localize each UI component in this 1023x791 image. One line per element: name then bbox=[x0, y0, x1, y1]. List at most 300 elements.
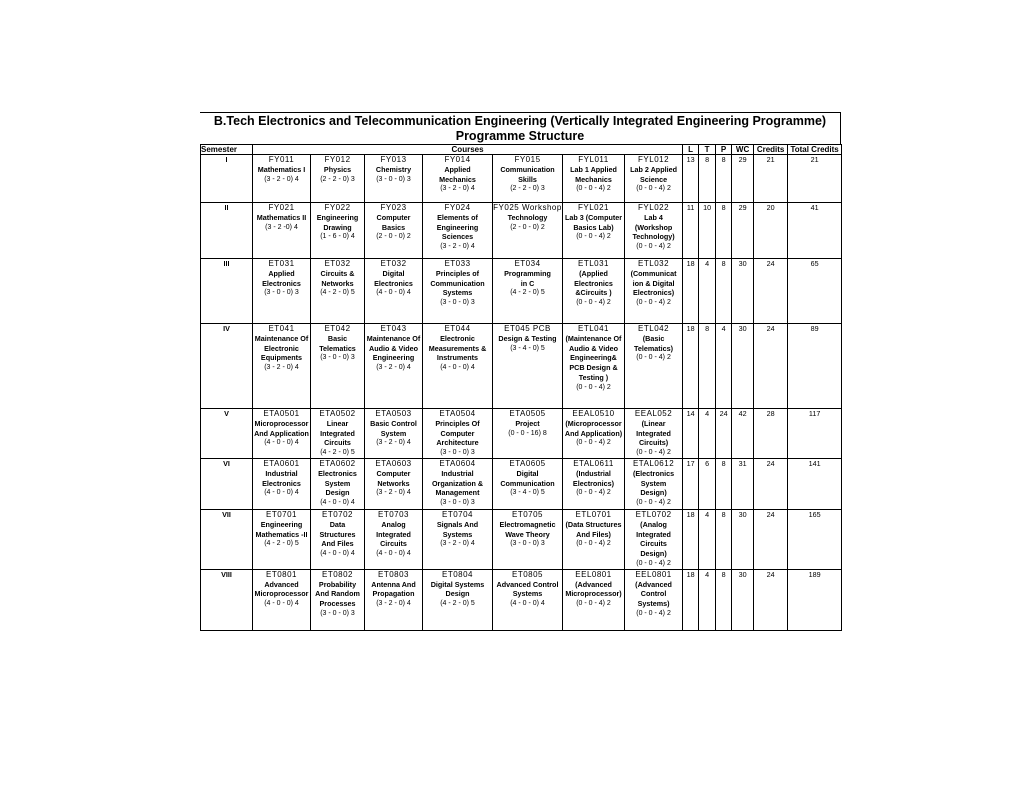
header-total-credits: Total Credits bbox=[788, 145, 842, 155]
semester-label: VIII bbox=[201, 569, 253, 630]
header-p: P bbox=[716, 145, 732, 155]
course-cell bbox=[423, 324, 493, 409]
course-code: FYL021 bbox=[577, 203, 610, 212]
l-hours: 11 bbox=[683, 203, 699, 259]
total-credits: 141 bbox=[788, 458, 842, 509]
header-credits: Credits bbox=[754, 145, 788, 155]
course-ltp: (4 - 0 - 0) 4 bbox=[376, 550, 411, 558]
course-code: ET045 PCB bbox=[504, 324, 551, 333]
course-code: ETL032 bbox=[638, 259, 670, 268]
course-code: FY024 bbox=[444, 203, 471, 212]
total-credits: 65 bbox=[788, 259, 842, 324]
course-name: Lab 3 (Computer bbox=[564, 212, 623, 222]
course-name: System bbox=[640, 478, 667, 488]
course-code: FY012 bbox=[324, 155, 351, 164]
course-ltp: (2 - 0 - 0) 2 bbox=[510, 223, 545, 231]
course-name: Principles of bbox=[435, 268, 480, 278]
course-name: Science bbox=[639, 174, 668, 184]
course-name: Lab 2 Applied bbox=[630, 164, 677, 174]
course-code: ETL042 bbox=[638, 324, 670, 333]
programme-structure-document bbox=[200, 112, 841, 631]
course-code: ETA0502 bbox=[319, 409, 356, 418]
course-name: Programming bbox=[504, 268, 551, 278]
course-name: System bbox=[380, 428, 407, 438]
semester-row bbox=[201, 409, 842, 459]
total-credits: 89 bbox=[788, 324, 842, 409]
p-hours: 4 bbox=[716, 324, 732, 409]
course-name: (Analog bbox=[640, 519, 667, 529]
course-name: (Data Structures bbox=[565, 519, 622, 529]
course-name: Networks bbox=[321, 278, 354, 288]
course-name: Design bbox=[445, 589, 470, 599]
course-ltp: (3 - 4 - 0) 5 bbox=[510, 344, 545, 352]
wc-hours: 30 bbox=[732, 324, 754, 409]
course-name: Microprocessor bbox=[254, 589, 309, 599]
course-code: ET0704 bbox=[441, 509, 474, 519]
course-ltp: (3 - 2 - 0) 4 bbox=[440, 185, 475, 193]
course-code: ET034 bbox=[514, 259, 541, 268]
course-ltp: (4 - 2 - 0) 5 bbox=[440, 600, 475, 608]
wc-hours: 29 bbox=[732, 155, 754, 203]
course-name: Mathematics -II bbox=[255, 529, 308, 539]
course-name: Physics bbox=[323, 164, 352, 174]
course-name: Circuits bbox=[324, 438, 351, 448]
course-name: Project bbox=[515, 418, 540, 428]
course-cell bbox=[423, 458, 493, 509]
course-ltp: (0 - 0 - 4) 2 bbox=[636, 559, 671, 567]
credits: 24 bbox=[754, 569, 788, 630]
course-cell bbox=[625, 155, 683, 203]
semester-row bbox=[201, 569, 842, 630]
course-code: ETL0701 bbox=[575, 509, 612, 519]
course-name: Systems) bbox=[637, 599, 670, 609]
semester-label: IV bbox=[201, 324, 253, 409]
course-code: ET032 bbox=[324, 259, 351, 268]
course-cell bbox=[625, 458, 683, 509]
course-cell bbox=[311, 203, 365, 259]
course-cell bbox=[563, 409, 625, 459]
course-name: Circuits & bbox=[320, 268, 355, 278]
course-name: Engineering bbox=[260, 519, 303, 529]
course-name: System bbox=[324, 478, 351, 488]
course-cell bbox=[493, 203, 563, 259]
course-name: Engineering bbox=[372, 353, 415, 363]
course-name: Microprocessor bbox=[254, 418, 309, 428]
course-name: Antenna And bbox=[371, 579, 416, 589]
course-name: Communication bbox=[500, 478, 555, 488]
course-name: Processes bbox=[319, 599, 356, 609]
course-code: ET0805 bbox=[511, 569, 544, 579]
course-code: FYL022 bbox=[638, 203, 670, 212]
course-name: Computer bbox=[376, 468, 411, 478]
course-name: Control bbox=[640, 589, 667, 599]
course-code: ETL041 bbox=[577, 324, 610, 333]
course-name: Mechanics bbox=[439, 174, 476, 184]
course-cell bbox=[311, 509, 365, 569]
course-ltp: (0 - 0 - 4) 2 bbox=[636, 185, 671, 193]
course-ltp: (3 - 2 - 0) 4 bbox=[264, 175, 299, 183]
course-code: ETA0501 bbox=[263, 409, 300, 418]
course-cell bbox=[423, 409, 493, 459]
semester-label: I bbox=[201, 155, 253, 203]
l-hours: 18 bbox=[683, 509, 699, 569]
wc-hours: 31 bbox=[732, 458, 754, 509]
course-ltp: (0 - 0 - 4) 2 bbox=[636, 499, 671, 507]
course-cell bbox=[493, 409, 563, 459]
course-name: Integrated bbox=[376, 529, 411, 539]
course-ltp: (4 - 0 - 0) 4 bbox=[510, 600, 545, 608]
t-hours: 4 bbox=[699, 569, 716, 630]
course-name: Architecture bbox=[436, 438, 479, 448]
credits: 24 bbox=[754, 509, 788, 569]
course-ltp: (0 - 0 - 4) 2 bbox=[576, 540, 611, 548]
course-name: Drawing bbox=[323, 222, 352, 232]
course-name: Integrated bbox=[636, 428, 671, 438]
total-credits: 21 bbox=[788, 155, 842, 203]
course-name: And Application bbox=[254, 428, 309, 438]
semester-row bbox=[201, 203, 842, 259]
course-code: ET0703 bbox=[377, 509, 410, 519]
course-name: Engineering& bbox=[570, 353, 617, 363]
course-code: ET032 bbox=[380, 259, 407, 268]
credits: 24 bbox=[754, 259, 788, 324]
course-cell bbox=[253, 509, 311, 569]
semester-row bbox=[201, 458, 842, 509]
credits: 28 bbox=[754, 409, 788, 459]
course-name: Systems bbox=[442, 288, 473, 298]
course-code: EEL0801 bbox=[635, 569, 672, 579]
course-cell bbox=[625, 324, 683, 409]
course-name: Integrated bbox=[320, 428, 355, 438]
course-name: Data bbox=[329, 519, 346, 529]
course-ltp: (0 - 0 - 4) 2 bbox=[576, 439, 611, 447]
course-code: ET041 bbox=[268, 324, 295, 333]
p-hours: 8 bbox=[716, 509, 732, 569]
course-name: Probability bbox=[318, 579, 357, 589]
course-ltp: (3 - 0 - 0) 3 bbox=[440, 499, 475, 507]
course-ltp: (0 - 0 - 4) 2 bbox=[576, 185, 611, 193]
course-name: Engineering bbox=[436, 222, 479, 232]
course-name: (Communicat bbox=[630, 268, 677, 278]
course-ltp: (4 - 0 - 0) 4 bbox=[320, 550, 355, 558]
course-name: Skills bbox=[518, 174, 537, 184]
course-ltp: (4 - 0 - 0) 4 bbox=[264, 439, 299, 447]
course-cell bbox=[625, 259, 683, 324]
course-cell bbox=[563, 509, 625, 569]
course-ltp: (3 - 2 - 0) 4 bbox=[376, 489, 411, 497]
course-ltp: (3 - 0 - 0) 3 bbox=[510, 540, 545, 548]
course-ltp: (3 - 2 - 0) 4 bbox=[440, 243, 475, 251]
course-name: (Workshop bbox=[634, 222, 673, 232]
course-name: Advanced Control bbox=[496, 579, 559, 589]
course-name: (Industrial bbox=[576, 468, 611, 478]
course-name: Testing ) bbox=[578, 372, 609, 382]
semester-label: VII bbox=[201, 509, 253, 569]
wc-hours: 30 bbox=[732, 259, 754, 324]
course-name: Telematics) bbox=[634, 343, 674, 353]
course-ltp: (3 - 0 - 0) 3 bbox=[376, 175, 411, 183]
course-ltp: (2 - 2 - 0) 3 bbox=[320, 175, 355, 183]
course-cell bbox=[493, 509, 563, 569]
semester-label: VI bbox=[201, 458, 253, 509]
semester-row bbox=[201, 259, 842, 324]
course-name: Design) bbox=[640, 549, 667, 559]
course-cell bbox=[365, 569, 423, 630]
course-name: Basics Lab) bbox=[573, 222, 614, 232]
course-name: Signals And bbox=[436, 519, 479, 529]
course-name: (Maintenance Of bbox=[565, 333, 622, 343]
course-name: Basic bbox=[327, 333, 348, 343]
course-cell bbox=[563, 324, 625, 409]
course-name: Sciences bbox=[441, 232, 474, 242]
course-code: FYL011 bbox=[578, 155, 609, 164]
course-code: FY022 bbox=[324, 203, 351, 212]
course-name: Principles Of bbox=[435, 418, 480, 428]
course-name: Advanced bbox=[264, 579, 299, 589]
course-name: Electronics) bbox=[632, 288, 675, 298]
course-ltp: (4 - 0 - 0) 4 bbox=[320, 499, 355, 507]
course-name: Electronics bbox=[262, 278, 301, 288]
course-name: Systems bbox=[512, 589, 543, 599]
course-name: Design bbox=[325, 488, 350, 498]
course-ltp: (3 - 0 - 0) 3 bbox=[440, 299, 475, 307]
total-credits: 41 bbox=[788, 203, 842, 259]
course-ltp: (0 - 0 - 4) 2 bbox=[576, 233, 611, 241]
course-code: ET042 bbox=[324, 324, 351, 333]
course-name: Electronic bbox=[440, 333, 475, 343]
t-hours: 8 bbox=[699, 155, 716, 203]
l-hours: 18 bbox=[683, 259, 699, 324]
course-ltp: (2 - 2 - 0) 3 bbox=[510, 185, 545, 193]
header-semester: Semester bbox=[201, 145, 253, 155]
total-credits: 189 bbox=[788, 569, 842, 630]
credits: 24 bbox=[754, 324, 788, 409]
l-hours: 14 bbox=[683, 409, 699, 459]
course-name: Maintenance Of bbox=[254, 333, 309, 343]
course-name: Linear bbox=[326, 418, 349, 428]
semester-label: V bbox=[201, 409, 253, 459]
course-ltp: (3 - 2 - 0) 4 bbox=[376, 364, 411, 372]
course-code: ET0802 bbox=[321, 569, 354, 579]
course-ltp: (0 - 0 - 4) 2 bbox=[636, 609, 671, 617]
document-title bbox=[200, 112, 841, 144]
course-cell bbox=[563, 259, 625, 324]
course-cell bbox=[625, 203, 683, 259]
course-name: And Files) bbox=[576, 529, 611, 539]
course-code: ETA0605 bbox=[509, 458, 546, 468]
course-name: ion & Digital bbox=[632, 278, 675, 288]
course-name: Digital bbox=[516, 468, 539, 478]
t-hours: 4 bbox=[699, 509, 716, 569]
title-line-1: B.Tech Electronics and Telecommunication Engineering (Vertically Integrated Engineering Programme) bbox=[213, 114, 827, 128]
course-code: FYL012 bbox=[638, 155, 670, 164]
header-wc: WC bbox=[732, 145, 754, 155]
course-name: (Applied bbox=[579, 268, 608, 278]
course-code: ETA0504 bbox=[439, 409, 476, 418]
course-name: Computer bbox=[376, 212, 411, 222]
course-name: Basics bbox=[381, 222, 406, 232]
course-name: Electromagnetic bbox=[499, 519, 556, 529]
course-code: FY023 bbox=[380, 203, 407, 212]
course-cell bbox=[311, 155, 365, 203]
course-cell bbox=[625, 409, 683, 459]
course-code: ET033 bbox=[444, 259, 471, 268]
course-cell bbox=[311, 259, 365, 324]
course-name: Lab 1 Applied bbox=[570, 164, 617, 174]
course-name: Communication bbox=[430, 278, 485, 288]
course-name: Mathematics I bbox=[257, 164, 306, 174]
course-ltp: (0 - 0 - 4) 2 bbox=[576, 489, 611, 497]
course-code: ETAL0611 bbox=[573, 458, 614, 468]
course-cell bbox=[423, 155, 493, 203]
course-cell bbox=[493, 259, 563, 324]
course-code: EEL0801 bbox=[575, 569, 612, 579]
course-name: Structures bbox=[319, 529, 356, 539]
course-name: Networks bbox=[377, 478, 410, 488]
course-name: (Electronics bbox=[632, 468, 675, 478]
course-name: (Advanced bbox=[575, 579, 612, 589]
wc-hours: 30 bbox=[732, 569, 754, 630]
course-name: Design) bbox=[640, 488, 667, 498]
course-ltp: (3 - 0 - 0) 3 bbox=[264, 289, 299, 297]
l-hours: 18 bbox=[683, 569, 699, 630]
course-name: Industrial bbox=[265, 468, 298, 478]
course-name: Integrated bbox=[636, 529, 671, 539]
course-ltp: (3 - 2 -0) 4 bbox=[265, 223, 298, 231]
course-code: ET0702 bbox=[321, 509, 354, 519]
course-name: Chemistry bbox=[375, 164, 412, 174]
semester-row bbox=[201, 155, 842, 203]
course-name: And Application) bbox=[564, 428, 623, 438]
course-name: Applied bbox=[444, 164, 471, 174]
course-ltp: (4 - 2 - 0) 5 bbox=[320, 449, 355, 457]
course-cell bbox=[365, 409, 423, 459]
course-ltp: (4 - 2 - 0) 5 bbox=[320, 289, 355, 297]
course-cell bbox=[253, 259, 311, 324]
course-cell bbox=[563, 569, 625, 630]
course-ltp: (3 - 2 - 0) 4 bbox=[264, 364, 299, 372]
course-ltp: (0 - 0 - 4) 2 bbox=[576, 383, 611, 391]
course-name: Propagation bbox=[372, 589, 415, 599]
course-code: ETAL0612 bbox=[632, 458, 675, 468]
l-hours: 18 bbox=[683, 324, 699, 409]
course-ltp: (0 - 0 - 4) 2 bbox=[636, 243, 671, 251]
course-ltp: (1 - 6 - 0) 4 bbox=[320, 233, 355, 241]
course-cell bbox=[365, 324, 423, 409]
course-cell bbox=[253, 324, 311, 409]
course-code: FY015 bbox=[514, 155, 541, 164]
semester-row bbox=[201, 509, 842, 569]
course-cell bbox=[563, 155, 625, 203]
title-line-2: Programme Structure bbox=[455, 129, 585, 143]
course-code: ETA0601 bbox=[263, 458, 300, 468]
course-code: FY013 bbox=[380, 155, 407, 164]
course-cell bbox=[563, 458, 625, 509]
course-code: ETA0604 bbox=[439, 458, 476, 468]
wc-hours: 42 bbox=[732, 409, 754, 459]
course-cell bbox=[423, 569, 493, 630]
course-name: Elements of bbox=[437, 212, 478, 222]
course-name: Technology bbox=[507, 212, 548, 222]
header-l: L bbox=[683, 145, 699, 155]
p-hours: 8 bbox=[716, 458, 732, 509]
course-name: (Microprocessor bbox=[565, 418, 622, 428]
course-name: Systems bbox=[442, 529, 473, 539]
course-cell bbox=[625, 569, 683, 630]
course-name: And Random bbox=[315, 589, 360, 599]
course-name: Instruments bbox=[436, 353, 479, 363]
t-hours: 4 bbox=[699, 259, 716, 324]
course-cell bbox=[253, 155, 311, 203]
course-code: ETA0503 bbox=[375, 409, 412, 418]
course-name: Maintenance Of bbox=[366, 333, 421, 343]
course-code: ETL031 bbox=[577, 259, 610, 268]
course-name: Electronics bbox=[262, 478, 301, 488]
course-name: Wave Theory bbox=[505, 529, 550, 539]
course-cell bbox=[311, 409, 365, 459]
course-ltp: (4 - 2 - 0) 5 bbox=[510, 289, 545, 297]
wc-hours: 30 bbox=[732, 509, 754, 569]
header-courses: Courses bbox=[253, 145, 683, 155]
course-ltp: (3 - 2 - 0) 4 bbox=[376, 439, 411, 447]
course-name: Circuits bbox=[640, 539, 667, 549]
course-code: FY014 bbox=[444, 155, 471, 164]
course-code: ET0803 bbox=[377, 569, 410, 579]
course-code: FY021 bbox=[268, 203, 295, 212]
credits: 20 bbox=[754, 203, 788, 259]
course-cell bbox=[365, 509, 423, 569]
course-name: (Linear bbox=[641, 418, 666, 428]
course-name: Lab 4 bbox=[644, 212, 663, 222]
course-name: Microprocessor) bbox=[565, 589, 622, 599]
p-hours: 8 bbox=[716, 155, 732, 203]
course-ltp: (4 - 0 - 0) 4 bbox=[376, 289, 411, 297]
course-cell bbox=[253, 458, 311, 509]
p-hours: 8 bbox=[716, 259, 732, 324]
course-name: Audio & Video bbox=[569, 343, 618, 353]
course-code: ETA0602 bbox=[319, 458, 356, 468]
course-name: Telematics bbox=[319, 343, 356, 353]
t-hours: 10 bbox=[699, 203, 716, 259]
course-name: Organization & bbox=[431, 478, 484, 488]
course-ltp: (4 - 0 - 0) 4 bbox=[264, 600, 299, 608]
course-cell bbox=[493, 458, 563, 509]
course-ltp: (3 - 0 - 0) 3 bbox=[440, 449, 475, 457]
course-code: ETL0702 bbox=[635, 509, 672, 519]
course-name: Design & Testing bbox=[498, 333, 557, 343]
course-name: Electronics bbox=[574, 278, 613, 288]
course-code: ET043 bbox=[380, 324, 407, 333]
course-ltp: (0 - 0 - 4) 2 bbox=[636, 299, 671, 307]
course-name: (Advanced bbox=[635, 579, 672, 589]
course-ltp: (0 - 0 - 4) 2 bbox=[576, 600, 611, 608]
course-ltp: (0 - 0 - 16) 8 bbox=[508, 429, 547, 437]
header-t: T bbox=[699, 145, 716, 155]
course-name: Digital Systems bbox=[430, 579, 485, 589]
course-cell bbox=[253, 569, 311, 630]
course-ltp: (3 - 2 - 0) 4 bbox=[440, 540, 475, 548]
course-ltp: (0 - 0 - 4) 2 bbox=[636, 354, 671, 362]
course-code: EEAL052 bbox=[634, 409, 673, 418]
semester-row bbox=[201, 324, 842, 409]
course-cell bbox=[423, 509, 493, 569]
course-name: Digital bbox=[382, 268, 405, 278]
course-cell bbox=[423, 259, 493, 324]
credits: 24 bbox=[754, 458, 788, 509]
p-hours: 24 bbox=[716, 409, 732, 459]
course-code: ET0705 bbox=[511, 509, 544, 519]
t-hours: 8 bbox=[699, 324, 716, 409]
